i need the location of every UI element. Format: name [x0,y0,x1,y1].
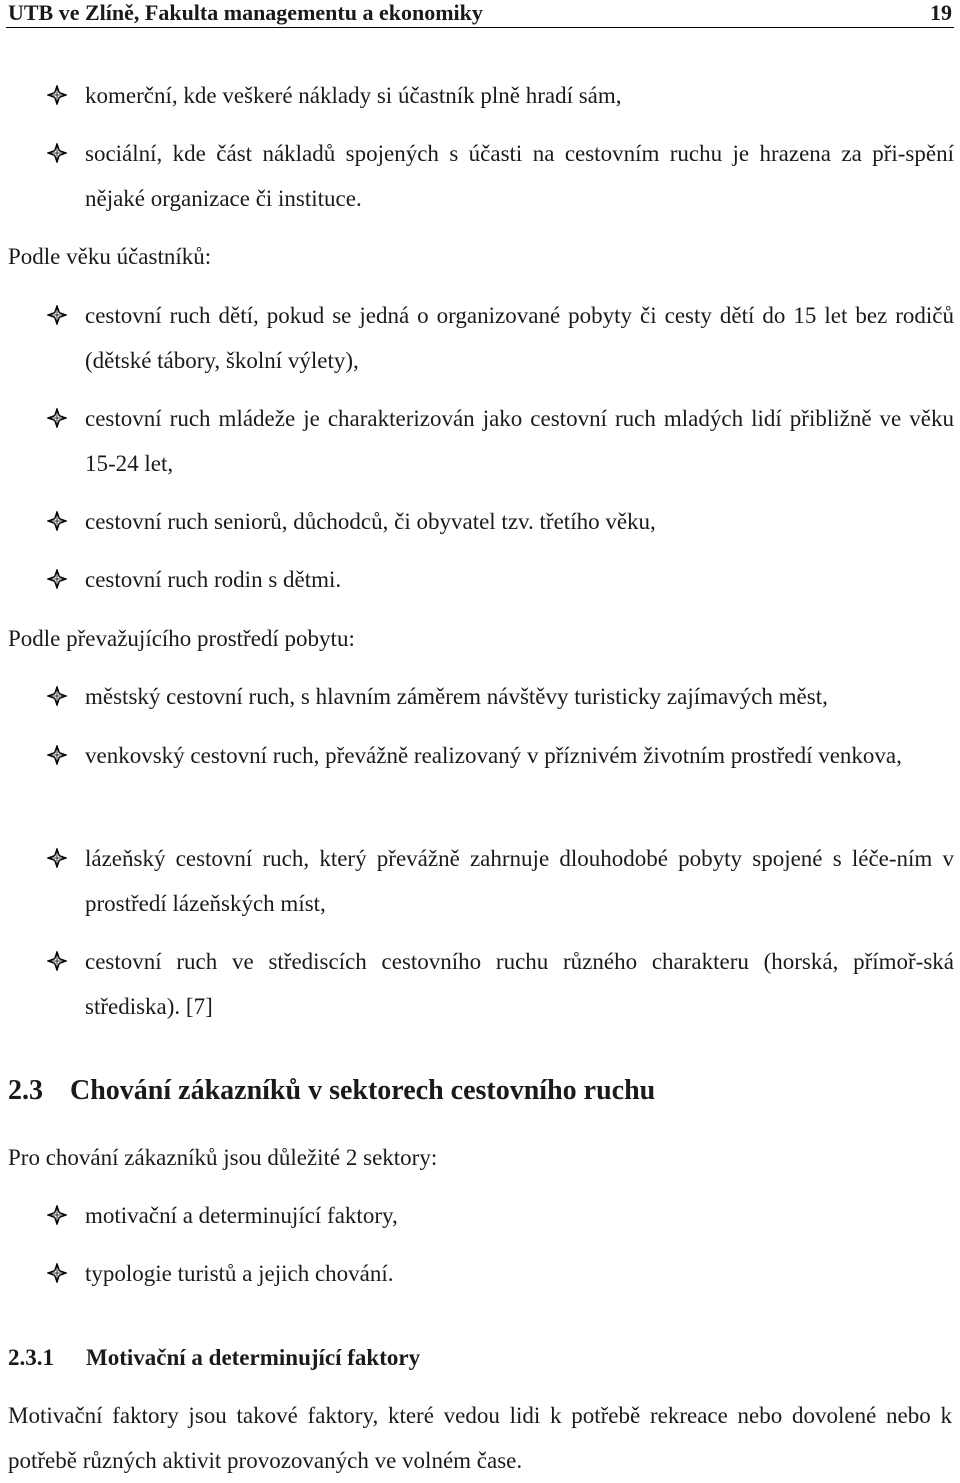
paragraph-sectors-intro: Pro chování zákazníků jsou důležité 2 sektory: [8,1145,438,1170]
four-diamond-star-icon [47,1263,67,1283]
list-item-text: sociální, kde část nákladů spojených s účasti na cestovním ruchu je hrazena za při-spění nějaké organizace či instituce. [85,141,954,211]
four-diamond-star-icon [47,511,67,531]
page-number: 19 [930,0,952,25]
list-item-text: motivační a determinující faktory, [85,1203,398,1228]
four-diamond-star-icon [47,569,67,589]
four-diamond-star-icon [47,686,67,706]
list-item-text: cestovní ruch ve střediscích cestovního ruchu různého charakteru (horská, přímoř-ská střediska). [7] [85,949,954,1019]
four-diamond-star-icon [47,848,67,868]
four-diamond-star-icon [47,1205,67,1225]
four-diamond-star-icon [47,951,67,971]
subsection-number: 2.3.1 [8,1345,54,1370]
paragraph-age-intro: Podle věku účastníků: [8,244,212,269]
list-item-text: venkovský cestovní ruch, převážně realizovaný v příznivém životním prostředí venkova, [85,743,902,768]
list-item-text: městský cestovní ruch, s hlavním záměrem návštěvy turisticky zajímavých měst, [85,684,828,709]
subsection-heading-2-3-1 [8,1345,420,1371]
list-item-text: typologie turistů a jejich chování. [85,1261,394,1286]
list-item-text: lázeňský cestovní ruch, který převážně zahrnuje dlouhodobé pobyty spojené s léče-ním v prostředí lázeňských míst, [85,846,954,916]
list-item-text: cestovní ruch seniorů, důchodců, či obyvatel tzv. třetího věku, [85,509,656,534]
four-diamond-star-icon [47,85,67,105]
four-diamond-star-icon [47,305,67,325]
section-heading-2-3 [8,1075,655,1107]
four-diamond-star-icon [47,745,67,765]
list-item-text: komerční, kde veškeré náklady si účastník plně hradí sám, [85,83,622,108]
header-title: UTB ve Zlíně, Fakulta managementu a ekonomiky [8,0,483,25]
four-diamond-star-icon [47,143,67,163]
page-header [6,0,954,28]
list-item-text: cestovní ruch rodin s dětmi. [85,567,342,592]
section-title: Chování zákazníků v sektorech cestovního ruchu [70,1075,656,1106]
section-number: 2.3 [8,1075,43,1106]
four-diamond-star-icon [47,408,67,428]
list-item-text: cestovní ruch dětí, pokud se jedná o organizované pobyty či cesty dětí do 15 let bez rodičů (dětské tábory, školní výlety), [85,303,954,373]
paragraph-environment-intro: Podle převažujícího prostředí pobytu: [8,626,355,651]
paragraph-motivation: Motivační faktory jsou takové faktory, které vedou lidi k potřebě rekreace nebo dovolené nebo k potřebě různých aktivit provozovaných ve volném čase. [8,1403,952,1473]
list-item-text: cestovní ruch mládeže je charakterizován jako cestovní ruch mladých lidí přibližně ve věku 15-24 let, [85,406,954,476]
subsection-title: Motivační a determinující faktory [86,1345,421,1370]
